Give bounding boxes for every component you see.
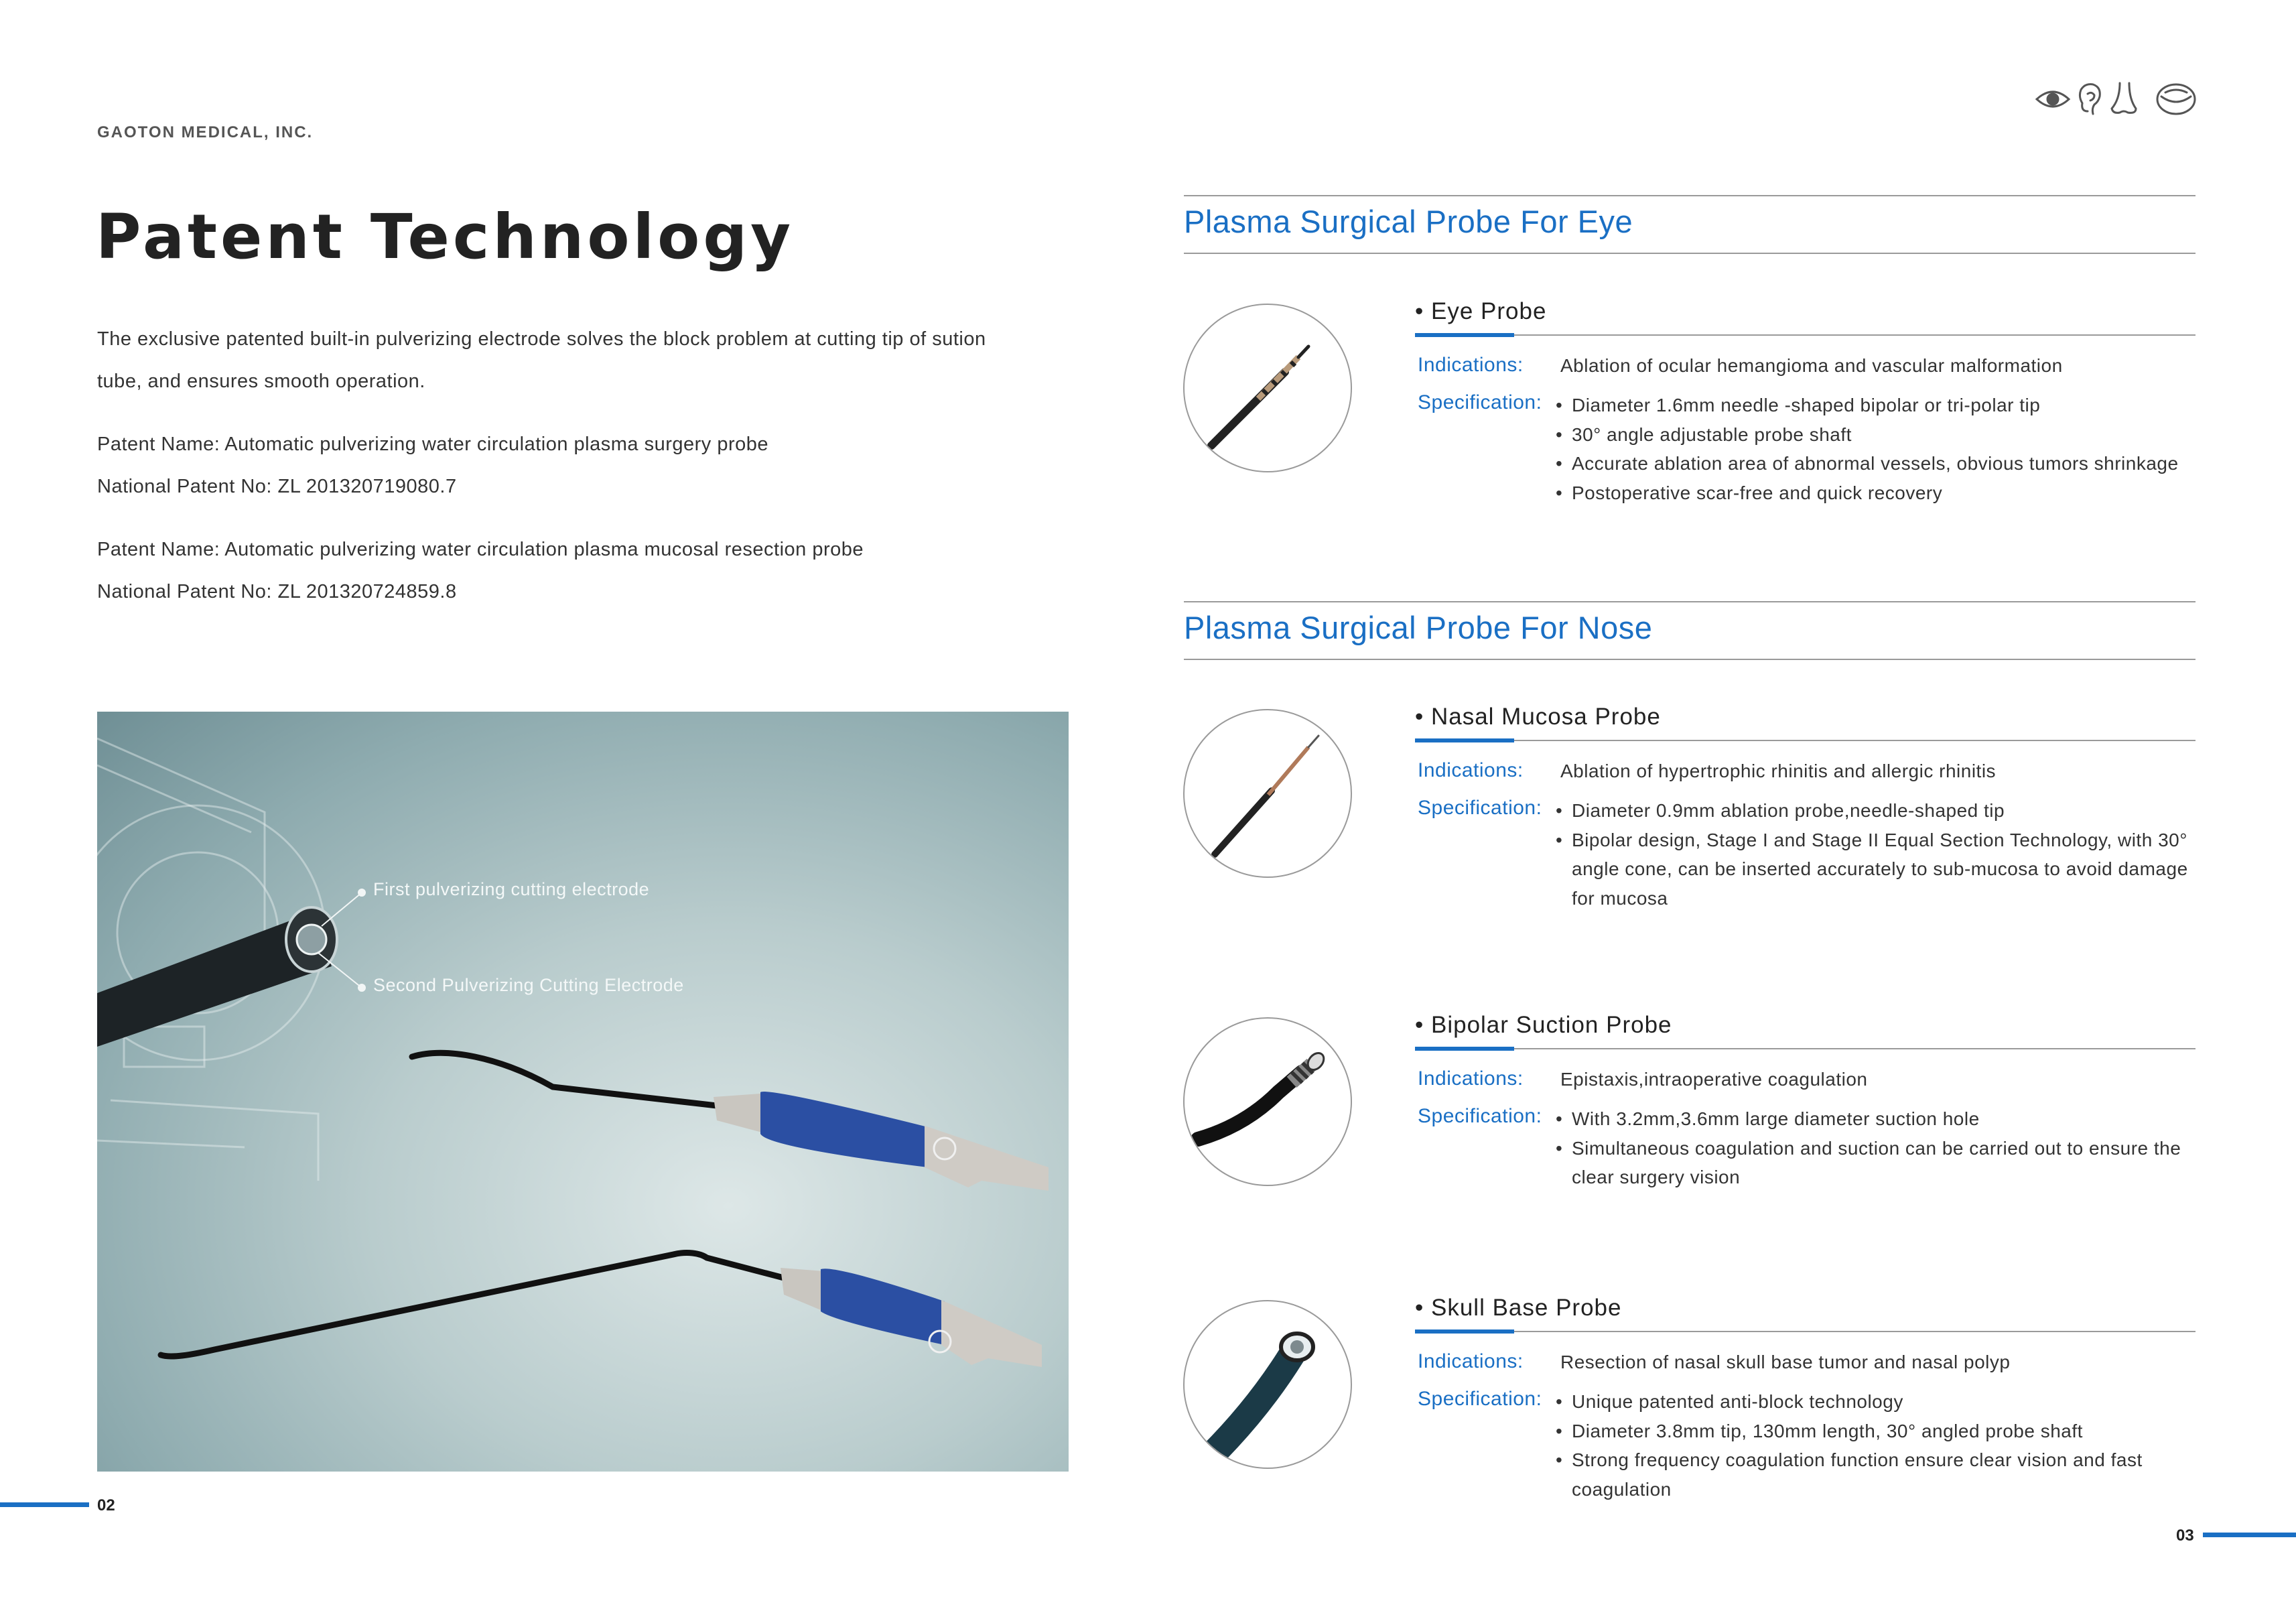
patent-name-2: Patent Name: Automatic pulverizing water circulation plasma mucosal resection probe — [97, 539, 864, 560]
spec-item: • Diameter 0.9mm ablation probe,needle-shaped tip — [1556, 796, 2199, 826]
probe-name-eye: • Eye Probe — [1415, 298, 1547, 324]
spec-item: • Strong frequency coagulation function ensure clear vision and fast coagulation — [1556, 1445, 2199, 1504]
spec-item: • Diameter 1.6mm needle -shaped bipolar or tri-polar tip — [1556, 391, 2199, 420]
page-accent-bar-left — [0, 1502, 89, 1507]
specification-label: Specification: — [1418, 797, 1542, 819]
section-title-eye: Plasma Surgical Probe For Eye — [1184, 204, 1633, 239]
skull-base-probe-thumbnail — [1183, 1300, 1352, 1469]
indications-text: Ablation of hypertrophic rhinitis and allergic rhinitis — [1560, 761, 1997, 781]
product-photo — [97, 712, 1069, 1472]
probe-accent — [1415, 1329, 1514, 1334]
probe-rule — [1415, 1048, 2196, 1049]
category-icons — [2034, 79, 2200, 119]
spec-item: • Postoperative scar-free and quick recovery — [1556, 478, 2199, 508]
probe-accent — [1415, 333, 1514, 337]
page-number-right: 03 — [2176, 1527, 2194, 1545]
probe-accent — [1415, 1047, 1514, 1051]
patent-number-2: National Patent No: ZL 201320724859.8 — [97, 581, 457, 602]
section-rule — [1184, 253, 2196, 254]
probe-illustration — [97, 712, 1069, 1472]
indications-label: Indications: — [1418, 1067, 1524, 1090]
section-rule — [1184, 659, 2196, 660]
page-accent-bar-right — [2203, 1533, 2296, 1537]
patent-name-1: Patent Name: Automatic pulverizing water circulation plasma surgery probe — [97, 434, 769, 455]
specification-label: Specification: — [1418, 1105, 1542, 1127]
probe-rule — [1415, 740, 2196, 741]
spec-item: • Bipolar design, Stage I and Stage II Equal Section Technology, with 30° angle cone, can be inserted accurately to sub-mucosa to avoid damage for mucosa — [1556, 826, 2199, 913]
probe-rule — [1415, 1331, 2196, 1332]
specification-label: Specification: — [1418, 1388, 1542, 1410]
section-title-nose: Plasma Surgical Probe For Nose — [1184, 610, 1653, 645]
throat-icon — [2157, 84, 2195, 114]
patent-number-1: National Patent No: ZL 201320719080.7 — [97, 476, 457, 497]
probe-name-bipolar-suction: • Bipolar Suction Probe — [1415, 1012, 1672, 1038]
spec-item: • With 3.2mm,3.6mm large diameter suction hole — [1556, 1104, 2199, 1134]
probe-name-nasal-mucosa: • Nasal Mucosa Probe — [1415, 704, 1661, 730]
indications-text: Epistaxis,intraoperative coagulation — [1560, 1069, 1868, 1090]
ear-icon — [2080, 84, 2100, 114]
callout-second-electrode: Second Pulverizing Cutting Electrode — [373, 975, 684, 995]
intro-text-line-1: The exclusive patented built-in pulverizing electrode solves the block problem at cutting tip of sution — [97, 328, 986, 350]
indications-text: Ablation of ocular hemangioma and vascular malformation — [1560, 355, 2063, 376]
spec-item: • Unique patented anti-block technology — [1556, 1387, 2199, 1417]
eye-probe-thumbnail — [1183, 304, 1352, 472]
probe-accent — [1415, 738, 1514, 742]
probe-rule — [1415, 334, 2196, 336]
spec-item: • 30° angle adjustable probe shaft — [1556, 420, 2199, 450]
specification-list — [1556, 1104, 2199, 1192]
intro-text-line-2: tube, and ensures smooth operation. — [97, 371, 425, 392]
page-number-left: 02 — [97, 1496, 115, 1514]
indications-label: Indications: — [1418, 759, 1524, 781]
indications-label: Indications: — [1418, 1350, 1524, 1372]
specification-label: Specification: — [1418, 391, 1542, 413]
specification-list — [1556, 1387, 2199, 1504]
nose-icon — [2112, 83, 2136, 113]
indications-label: Indications: — [1418, 354, 1524, 376]
section-rule — [1184, 601, 2196, 602]
callout-first-electrode: First pulverizing cutting electrode — [373, 879, 650, 899]
specification-list — [1556, 391, 2199, 507]
company-name: GAOTON MEDICAL, INC. — [97, 123, 314, 141]
section-rule — [1184, 195, 2196, 196]
spec-item: • Diameter 3.8mm tip, 130mm length, 30° angled probe shaft — [1556, 1417, 2199, 1446]
bipolar-suction-probe-thumbnail — [1183, 1017, 1352, 1186]
probe-name-skull-base: • Skull Base Probe — [1415, 1295, 1622, 1321]
eye-icon — [2037, 92, 2069, 107]
indications-text: Resection of nasal skull base tumor and nasal polyp — [1560, 1352, 2011, 1372]
spec-item: • Accurate ablation area of abnormal vessels, obvious tumors shrinkage — [1556, 449, 2199, 478]
spec-item: • Simultaneous coagulation and suction can be carried out to ensure the clear surgery vision — [1556, 1134, 2199, 1192]
nasal-mucosa-probe-thumbnail — [1183, 709, 1352, 878]
page-title: Patent Technology — [96, 201, 795, 273]
specification-list — [1556, 796, 2199, 913]
